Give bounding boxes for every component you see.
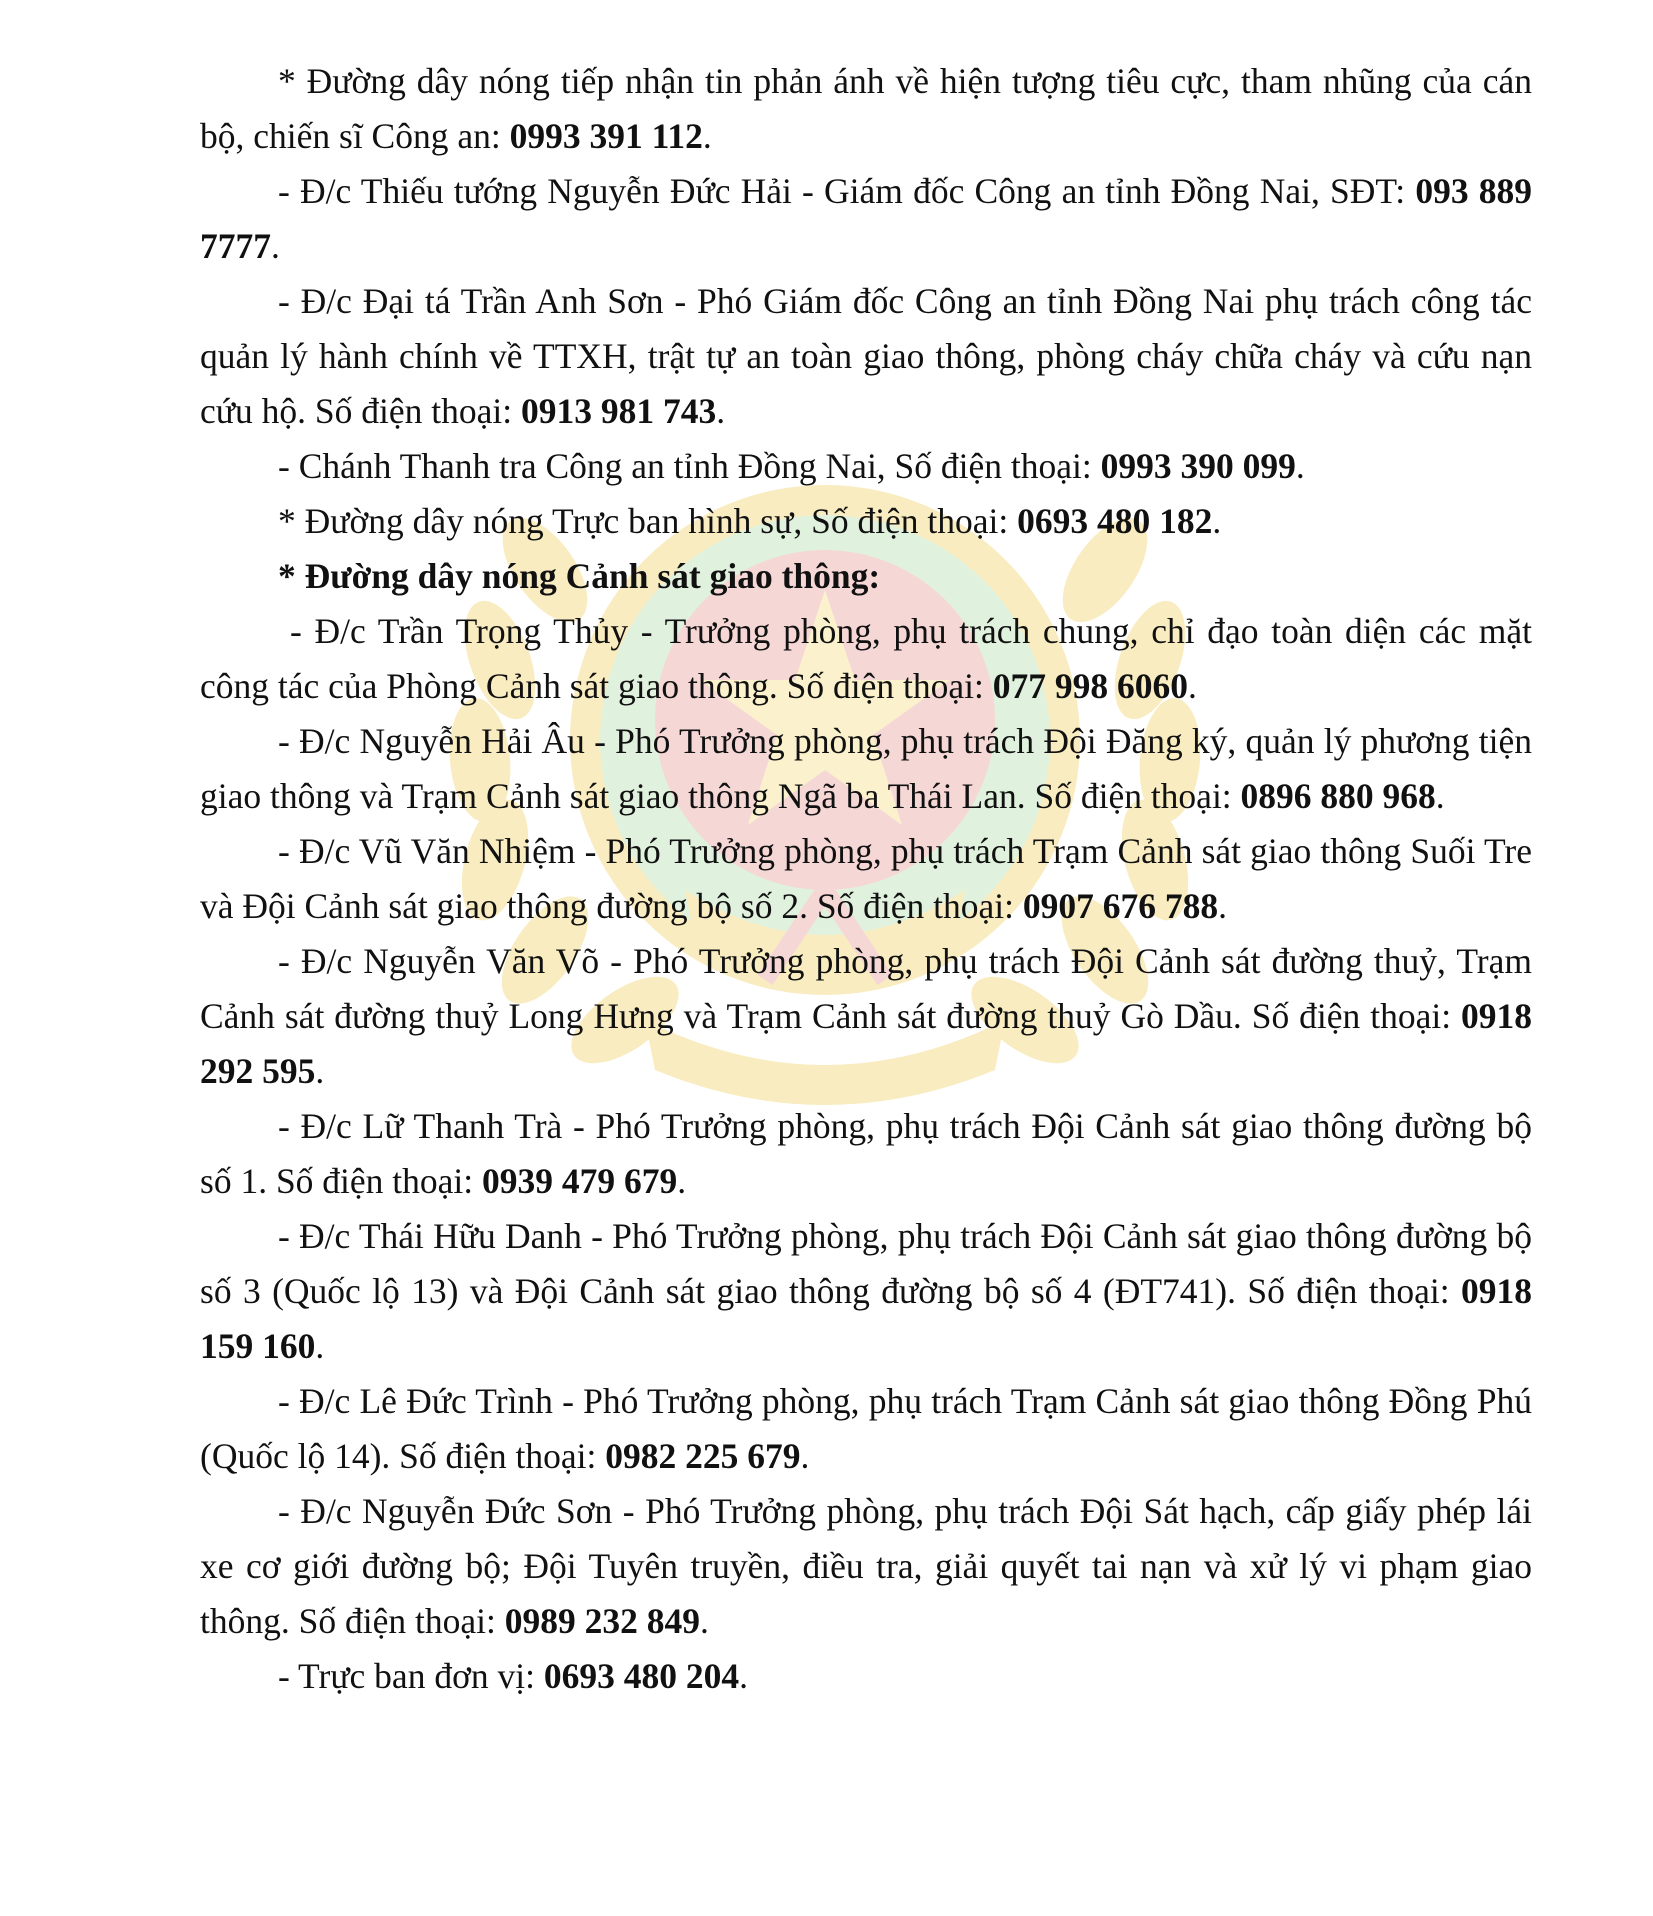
sentence-end: . [800,1436,810,1476]
contact-description: - Đ/c Vũ Văn Nhiệm - Phó Trưởng phòng, phụ trách Trạm Cảnh sát giao thông Suối Tre và Đội Cảnh sát giao thông đường bộ số 2. Số điện thoại: [200,831,1532,926]
document-body [200,54,1532,1704]
sentence-end: . [716,391,726,431]
contact-description: - Đ/c Lê Đức Trình - Phó Trưởng phòng, phụ trách Trạm Cảnh sát giao thông Đồng Phú (Quốc lộ 14). Số điện thoại: [200,1381,1532,1476]
sentence-end: . [739,1656,748,1696]
phone-number: 093 889 7777 [200,171,1532,266]
phone-number: 0693 480 204 [543,1656,740,1696]
contact-paragraph [200,1649,1532,1704]
phone-number: 0896 880 968 [1240,776,1436,816]
contact-paragraph [200,604,1532,714]
contact-paragraph [200,1099,1532,1209]
contact-paragraph [200,934,1532,1099]
phone-number: 0913 981 743 [520,391,717,431]
contact-paragraph [200,1209,1532,1374]
sentence-end: . [1218,886,1228,926]
contact-paragraph [200,494,1532,549]
sentence-end: . [271,226,280,266]
contact-description: - Đ/c Thái Hữu Danh - Phó Trưởng phòng, phụ trách Đội Cảnh sát giao thông đường bộ số 3 (Quốc lộ 13) và Đội Cảnh sát giao thông đường bộ số 4 (ĐT741). Số điện thoại: [200,1216,1532,1311]
phone-number: 0993 390 099 [1100,446,1296,486]
sentence-end: . [677,1161,687,1201]
contact-paragraph [200,54,1532,164]
sentence-end: . [1295,446,1305,486]
contact-description: - Chánh Thanh tra Công an tỉnh Đồng Nai, Số điện thoại: [278,446,1101,486]
sentence-end: . [315,1326,325,1366]
contact-description: * Đường dây nóng Trực ban hình sự, Số điện thoại: [278,501,1018,541]
contact-paragraph [200,274,1532,439]
section-heading [200,549,1532,604]
contact-description: - Đ/c Lữ Thanh Trà - Phó Trưởng phòng, phụ trách Đội Cảnh sát giao thông đường bộ số 1. Số điện thoại: [200,1106,1532,1201]
sentence-end: . [1435,776,1445,816]
contact-paragraph [200,439,1532,494]
sentence-end: . [1212,501,1222,541]
phone-number: 0907 676 788 [1022,886,1219,926]
heading-text: * Đường dây nóng Cảnh sát giao thông: [278,556,881,596]
contact-description: - Đ/c Trần Trọng Thủy - Trưởng phòng, phụ trách chung, chỉ đạo toàn diện các mặt công tác của Phòng Cảnh sát giao thông. Số điện thoại: [200,611,1532,706]
phone-number: 0918 159 160 [200,1271,1532,1366]
sentence-end: . [702,116,712,156]
contact-description: - Đ/c Thiếu tướng Nguyễn Đức Hải - Giám đốc Công an tỉnh Đồng Nai, SĐT: [278,171,1416,211]
contact-description: - Đ/c Nguyễn Đức Sơn - Phó Trưởng phòng, phụ trách Đội Sát hạch, cấp giấy phép lái xe cơ giới đường bộ; Đội Tuyên truyền, điều tra, giải quyết tai nạn và xử lý vi phạm giao thông. Số điện thoại: [200,1491,1532,1641]
sentence-end: . [699,1601,709,1641]
contact-paragraph [200,164,1532,274]
phone-number: 0918 292 595 [200,996,1532,1091]
phone-number: 0693 480 182 [1017,501,1213,541]
phone-number: 077 998 6060 [992,666,1188,706]
phone-number: 0982 225 679 [605,1436,801,1476]
phone-number: 0939 479 679 [482,1161,678,1201]
phone-number: 0989 232 849 [504,1601,700,1641]
sentence-end: . [315,1051,325,1091]
contact-description: * Đường dây nóng tiếp nhận tin phản ánh về hiện tượng tiêu cực, tham nhũng của cán bộ, chiến sĩ Công an: [200,61,1532,156]
sentence-end: . [1187,666,1197,706]
contact-description: - Đ/c Đại tá Trần Anh Sơn - Phó Giám đốc Công an tỉnh Đồng Nai phụ trách công tác quản lý hành chính về TTXH, trật tự an toàn giao thông, phòng cháy chữa cháy và cứu nạn cứu hộ. Số điện thoại: [200,281,1532,431]
contact-paragraph [200,1484,1532,1649]
contact-description: - Đ/c Nguyễn Hải Âu - Phó Trưởng phòng, phụ trách Đội Đăng ký, quản lý phương tiện giao thông và Trạm Cảnh sát giao thông Ngã ba Thái Lan. Số điện thoại: [200,721,1532,816]
contact-description: - Đ/c Nguyễn Văn Võ - Phó Trưởng phòng, phụ trách Đội Cảnh sát đường thuỷ, Trạm Cảnh sát đường thuỷ Long Hưng và Trạm Cảnh sát đường thuỷ Gò Dầu. Số điện thoại: [200,941,1532,1036]
phone-number: 0993 391 112 [509,116,703,156]
contact-paragraph [200,1374,1532,1484]
contact-description: - Trực ban đơn vị: [278,1656,544,1696]
contact-paragraph [200,824,1532,934]
contact-paragraph [200,714,1532,824]
